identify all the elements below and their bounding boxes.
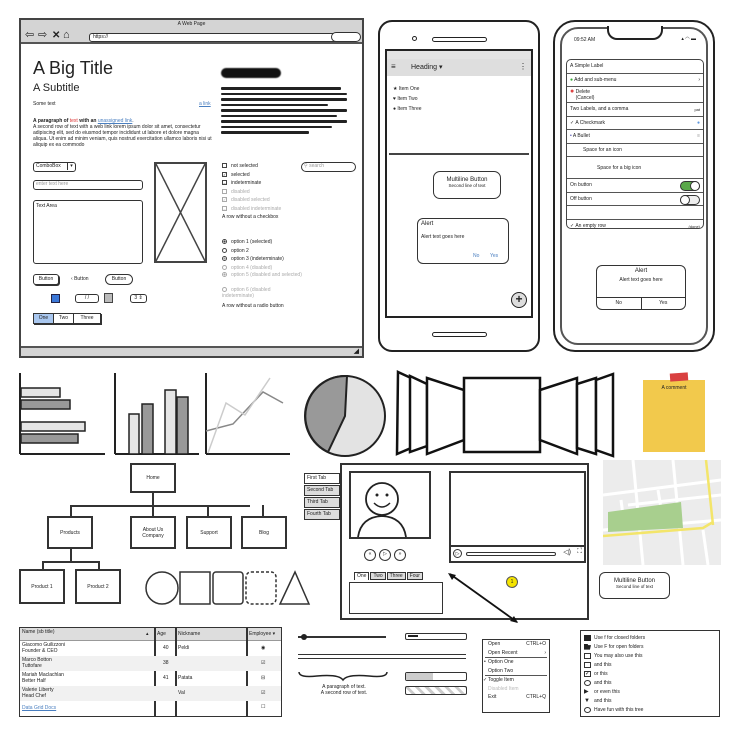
notch [607, 26, 663, 40]
tree-item[interactable] [584, 652, 719, 661]
tree-item[interactable] [584, 643, 719, 652]
cell-nickname: Patata [178, 675, 193, 681]
toggle-on[interactable] [680, 181, 700, 191]
checkbox-plain-row: A row without a checkbox [222, 214, 279, 220]
android-alert [417, 218, 509, 264]
table-row[interactable] [20, 686, 281, 701]
radio-option-1[interactable] [222, 238, 302, 247]
chevron-right-icon: › [698, 76, 700, 83]
para-body: A second row of text with a web link lorem ipsum dolor sit amet, consectetur adipiscing elit, sed do eiusmod tempor incididunt ut labore et dolore magna aliqua. Ut enim ad minim veniam, quis nostrud exercitation ullamco laboris nisi ut aliquip ex ea commodo [33, 124, 212, 148]
calendar-icon[interactable] [104, 293, 113, 303]
alert-text: Alert text goes here [619, 277, 663, 283]
alert-yes-button[interactable]: Yes [490, 253, 499, 259]
menu-item-option-two[interactable] [483, 667, 549, 676]
col-header-nickname[interactable]: Nickname [178, 631, 201, 637]
minus-box-icon [584, 662, 591, 668]
tape [670, 372, 689, 381]
url-field[interactable]: https:// [89, 33, 344, 42]
cell-age: 40 [163, 645, 169, 651]
menu-label: Open [488, 641, 501, 647]
employee-header-label: Employee [249, 631, 272, 637]
status-bar [387, 51, 531, 59]
home-bar [432, 332, 487, 337]
forward-icon[interactable]: ⇨ [38, 29, 48, 41]
checkbox-indeterminate[interactable]: – indeterminate [223, 180, 262, 186]
para-text: A paragraph of [33, 118, 70, 124]
tree-label: and this [594, 698, 612, 704]
segment-one[interactable]: One [34, 314, 54, 323]
menu-item-open-recent[interactable] [483, 649, 549, 658]
date-field[interactable]: / / [75, 294, 99, 303]
radio-label: option 1 (selected) [231, 239, 273, 245]
tree-item[interactable] [584, 697, 719, 706]
brace-caption-line: A paragraph of text. [322, 684, 366, 690]
row-checkmark[interactable]: ✓ A Checkmark ● [567, 117, 703, 131]
dashed-square-shape [246, 572, 276, 604]
add-icon: ● [570, 76, 574, 83]
tree-item[interactable] [584, 661, 719, 670]
vertical-bar-chart [115, 373, 199, 454]
para-red-text: text [69, 118, 78, 124]
multiline-button-title: Multiline Button [613, 578, 656, 584]
radio-option-4 [222, 264, 302, 273]
scribble-paragraph [221, 84, 347, 137]
multiline-button-2[interactable] [599, 572, 670, 599]
image-placeholder [154, 162, 207, 263]
triangle-down-icon: ▼ [584, 697, 590, 704]
delete-icon: ● [570, 88, 575, 95]
alert-yes-button[interactable]: Yes [659, 300, 668, 306]
rewind-icon[interactable]: « [364, 549, 376, 561]
para-end: . [132, 118, 134, 124]
checkbox-disabled [222, 188, 281, 197]
radio-label: option 4 (disabled) [231, 264, 273, 271]
menu-label: Option Two [488, 667, 514, 674]
mini-tab-one[interactable]: One [354, 572, 369, 580]
segmented-control [33, 313, 101, 324]
triangle-shape [280, 572, 309, 604]
segment-two[interactable]: Two [54, 314, 74, 323]
table-row[interactable] [20, 641, 281, 656]
android-phone [378, 20, 540, 352]
folder-closed-icon [584, 635, 591, 641]
checkbox-disabled-selected: ✓ disabled selected [223, 197, 270, 203]
scrollbar-thumb[interactable] [408, 635, 418, 637]
combobox-value: ComboBox [36, 163, 61, 169]
cell-name: Marco Botton [22, 657, 52, 663]
col-header-name[interactable]: Name (sb title) [22, 629, 55, 635]
progress-bar [405, 672, 467, 681]
cell-title: Better Half [22, 678, 46, 684]
button-2-label: Button [74, 276, 89, 282]
pie-chart [302, 372, 390, 460]
checkbox-indeterminate-icon[interactable]: ⊟ [261, 675, 266, 681]
checkbox-disabled-indeterminate: – disabled indeterminate [223, 205, 282, 212]
menu-shortcut: CTRL+O [526, 641, 546, 647]
splitter[interactable] [298, 654, 466, 659]
brace-caption [300, 684, 388, 696]
square-shape [180, 572, 210, 604]
color-picker[interactable] [51, 294, 60, 303]
row-detail: (done) [688, 223, 700, 229]
reorder-icon[interactable]: ≡ [697, 133, 700, 139]
radio-option-3[interactable] [222, 255, 302, 264]
checkbox-selected[interactable]: ✓ selected [223, 171, 250, 178]
arrow-connector [445, 570, 520, 625]
plus-box-icon [584, 653, 591, 659]
row-off-button[interactable] [567, 193, 703, 207]
fast-forward-icon[interactable]: » [394, 549, 406, 561]
info-icon[interactable]: ● [696, 119, 700, 126]
table-row[interactable] [20, 656, 281, 671]
tree-view [580, 630, 720, 717]
back-icon[interactable]: ⇦ [25, 29, 35, 41]
iphone-screen [560, 27, 708, 345]
row-add-submenu[interactable] [567, 74, 703, 88]
paragraph [33, 118, 215, 148]
fullscreen-icon[interactable]: ⛶ [577, 548, 582, 555]
link-right[interactable]: a link [199, 101, 211, 107]
row-label: Two Labels, and a comma [570, 106, 629, 112]
android-screen [385, 49, 533, 318]
resize-grip-icon[interactable]: ◢ [353, 348, 359, 355]
alert-title: Alert [634, 268, 648, 274]
tab-content [349, 582, 443, 614]
window-title: A Web Page [177, 21, 206, 27]
checkbox-label: indeterminate [231, 180, 262, 186]
menu-item-open[interactable] [483, 640, 549, 649]
stepper-value: 3 [134, 295, 138, 301]
list-item-label: Item Two [397, 96, 418, 102]
folder-open-icon [584, 644, 591, 650]
cell-nickname: Val [178, 690, 185, 696]
search-field[interactable] [301, 162, 356, 172]
circle-icon [584, 680, 591, 686]
heart-icon: ♥ [393, 96, 396, 102]
button-1[interactable]: Button [33, 274, 59, 285]
table-row[interactable] [20, 671, 281, 686]
slider-handle[interactable] [301, 634, 307, 640]
mini-tabs [354, 572, 423, 580]
play-icon[interactable]: ▷ [379, 549, 391, 561]
alert-no-button[interactable]: No [473, 253, 480, 259]
tree-label: Use F for open folders [594, 644, 644, 650]
radio-option-6 [222, 287, 302, 302]
checkbox-empty-icon[interactable]: ☐ [261, 704, 266, 710]
tree-label: or even this [594, 689, 620, 695]
radio-label: option 5 (disabled and selected) [231, 272, 302, 278]
checkbox-label: disabled indeterminate [231, 205, 282, 212]
cell-name: Mariah Maclachlan [22, 672, 64, 678]
horizontal-bar-chart [20, 373, 105, 454]
tree-label: and this [594, 680, 612, 686]
col-header-age[interactable]: Age [157, 631, 166, 637]
circle-shape [146, 572, 178, 604]
cell-name: Valerie Liberty [22, 687, 54, 693]
row-simple-label[interactable]: A Simple Label [567, 60, 703, 74]
row-label: On button [570, 182, 592, 188]
search-placeholder: search [309, 163, 325, 169]
tab-second[interactable]: Second Tab [304, 485, 340, 496]
chevron-down-icon: ▾ [67, 163, 75, 170]
app-bar [387, 59, 531, 76]
sitemap-product-2[interactable]: Product 2 [75, 569, 121, 604]
unassigned-link[interactable]: unassigned link [97, 118, 133, 124]
menu-item-toggle[interactable] [483, 676, 549, 685]
list-item[interactable] [393, 106, 422, 116]
row-empty[interactable]: ✓ An empty row (done) [567, 220, 703, 230]
signal-wifi-battery-icon: ▴ ◠ ▬ [681, 36, 696, 42]
tree-item[interactable] [584, 679, 719, 688]
radio-plain-row: A row without a radio button [222, 303, 284, 309]
multiline-button[interactable] [433, 171, 501, 199]
data-grid [19, 627, 282, 717]
cell-nickname: Peldi [178, 645, 190, 651]
tab-third[interactable]: Third Tab [304, 497, 340, 508]
row-on-button[interactable] [567, 179, 703, 193]
list-item[interactable] [393, 96, 422, 106]
row-label: Delete [575, 89, 591, 95]
radio-label: option 3 (indeterminate) [231, 256, 284, 262]
tree-label: Have fun with this tree [594, 707, 644, 713]
sitemap-blog[interactable]: Blog [241, 516, 287, 549]
row-delete[interactable] [567, 87, 703, 103]
text-area[interactable]: Text Area [33, 200, 143, 264]
list-item[interactable] [393, 86, 422, 96]
checkmark-icon: ✓ [483, 677, 488, 683]
text-input[interactable]: enter text here [33, 180, 143, 190]
menu-item-exit[interactable] [483, 693, 549, 702]
cell-name: Giacomo Guilizzoni [22, 642, 66, 648]
sticky-note [643, 380, 705, 452]
col-header-employee[interactable]: Employee ▾ [249, 631, 276, 637]
menu-item-option-one[interactable] [483, 658, 549, 667]
camera-icon [412, 36, 417, 41]
video-player [449, 471, 586, 563]
row-label: A Bullet [572, 133, 590, 139]
bullet-icon: • [484, 659, 486, 665]
sitemap-support[interactable]: Support [186, 516, 232, 549]
alert-text: Alert text goes here [421, 234, 465, 240]
radio-label: option 2 [231, 247, 249, 254]
bullet-icon: • [570, 133, 572, 139]
tree-label: Use f for closed folders [594, 635, 646, 641]
tab-first[interactable]: First Tab [304, 473, 340, 484]
triangle-right-icon: ▶ [584, 688, 589, 695]
checkbox-label: not selected [231, 163, 258, 169]
radio-selected-icon[interactable]: ◉ [261, 645, 266, 651]
indeterminate-progress-bar [405, 686, 467, 695]
number-stepper[interactable]: 3 ⇕ [130, 294, 147, 303]
volume-icon[interactable]: ◁) [563, 549, 571, 556]
multiline-button-subtitle: Second line of text [448, 183, 486, 188]
multiline-button-title: Multiline Button [446, 177, 488, 183]
alert-title: Alert [421, 221, 434, 227]
ios-alert [596, 265, 686, 310]
tree-item[interactable] [584, 670, 719, 679]
tab-fourth[interactable]: Fourth Tab [304, 509, 340, 520]
circle-icon: ● [393, 106, 397, 112]
sticky-note-text: A comment [661, 385, 687, 391]
cell-age: 41 [163, 675, 169, 681]
button-3[interactable]: Button [105, 274, 133, 285]
radio-label: option 6 (disabled indeterminate) [222, 287, 271, 299]
row-two-labels[interactable] [567, 103, 703, 117]
menu-shortcut: CTRL+Q [526, 694, 546, 700]
tree-item[interactable] [584, 634, 719, 643]
checkbox-checked-icon: ✓ [585, 670, 591, 677]
radio-option-5 [222, 272, 302, 287]
cell-title: Tuttofare [22, 663, 42, 669]
row-big-icon-space[interactable]: Space for a big icon [567, 157, 703, 179]
radio-group [222, 238, 302, 311]
tree-item[interactable] [584, 688, 719, 697]
tree-label: or this [594, 671, 608, 677]
page-title: A Big Title [33, 58, 114, 78]
shapes [143, 568, 313, 608]
heading-dropdown[interactable]: Heading ▾ [411, 64, 443, 71]
checkbox-group [222, 162, 281, 222]
browser-window [19, 18, 364, 358]
cell-age: 38 [163, 660, 169, 666]
button-2[interactable]: ‹ Button [71, 276, 89, 282]
sitemap-product-1[interactable]: Product 1 [19, 569, 65, 604]
row-label: Add and sub-menu [574, 76, 617, 83]
android-list [393, 86, 422, 116]
cell-title: Head Chef [22, 693, 46, 699]
row-icon-space[interactable]: Space for an icon [567, 144, 703, 158]
browser-search-button[interactable] [331, 32, 361, 42]
row-blank [567, 206, 703, 220]
media-controls [364, 549, 406, 561]
row-sublabel: (Cancel) [575, 95, 595, 101]
ios-table [566, 59, 704, 229]
tree-label: You may also use this [594, 653, 643, 659]
row-bullet[interactable] [567, 130, 703, 144]
row-detail: pat [694, 107, 700, 112]
checkbox-label: selected [231, 171, 250, 178]
avatar [349, 471, 431, 539]
vertical-tabs [304, 473, 340, 520]
checkbox-checked-icon[interactable]: ☑ [261, 690, 266, 696]
sort-asc-icon[interactable]: ▴ [146, 631, 149, 637]
curly-brace [297, 670, 390, 682]
some-text: Some text [33, 101, 56, 107]
menu-label: Disabled Item [488, 685, 519, 692]
menu-label: Option One [488, 659, 514, 665]
browser-statusbar [21, 346, 362, 356]
para-text-2: with an [77, 118, 98, 124]
menu-label: Toggle Item [488, 677, 514, 683]
row-label: Off button [570, 195, 592, 202]
scribble-heading [221, 68, 281, 78]
tree-label: and this [594, 662, 612, 668]
slider[interactable] [298, 636, 386, 638]
sitemap-products[interactable]: Products [47, 516, 93, 549]
iphone [553, 20, 715, 352]
row-label: A Checkmark [575, 119, 606, 126]
sitemap-about[interactable]: About Us Company [130, 516, 176, 549]
checkbox-label: disabled [231, 188, 250, 195]
video-progress[interactable] [466, 552, 556, 556]
star-icon: ★ [393, 86, 398, 92]
speaker-grille [432, 37, 487, 42]
checkbox-not-selected[interactable] [222, 162, 281, 171]
divider [389, 153, 529, 155]
multiline-button-subtitle: Second line of text [615, 584, 654, 589]
map [603, 460, 721, 565]
combobox[interactable] [33, 162, 76, 172]
overflow-menu-icon[interactable]: ⋮ [519, 62, 527, 71]
menu-label: Exit [488, 694, 497, 700]
toggle-off[interactable] [680, 195, 700, 205]
status-time: 09:52 AM [574, 37, 596, 43]
browser-titlebar [21, 20, 362, 44]
hamburger-menu-icon[interactable]: ≡ [391, 62, 396, 71]
fab-add-button[interactable]: + [511, 292, 527, 308]
radio-option-2[interactable] [222, 247, 302, 256]
home-icon[interactable]: ⌂ [63, 29, 70, 41]
horizontal-scrollbar[interactable] [405, 633, 467, 640]
line-chart [206, 373, 290, 454]
mini-tab-four[interactable]: Four [407, 572, 423, 580]
charts-row [15, 368, 305, 458]
segment-three[interactable]: Three [80, 315, 94, 321]
chevron-right-icon: › [544, 649, 546, 656]
cover-flow [394, 368, 624, 460]
context-menu [482, 639, 550, 713]
checkbox-label: disabled selected [231, 197, 270, 203]
mini-tab-three[interactable]: Three [387, 572, 406, 580]
search-icon: ⚲ [304, 163, 308, 169]
cell-title: Founder & CEO [22, 648, 58, 654]
tree-item[interactable] [584, 706, 719, 715]
page-subtitle: A Subtitle [33, 82, 80, 94]
circle-icon [584, 707, 591, 713]
list-item-label: Item Three [397, 106, 422, 112]
checkbox-checked-icon[interactable]: ☑ [261, 660, 266, 666]
menu-item-disabled [483, 685, 549, 694]
rounded-square-shape [213, 572, 243, 604]
badge-marker: 1 [506, 576, 518, 588]
close-icon[interactable]: ✕ [52, 30, 61, 41]
alert-no-button[interactable]: No [597, 298, 642, 309]
menu-label: Open Recent [488, 649, 518, 656]
video-controls [451, 545, 584, 561]
data-grid-docs-link[interactable]: Data Grid Docs [22, 705, 57, 711]
list-item-label: Item One [398, 86, 420, 92]
video-play-icon[interactable]: ▷ [453, 549, 462, 558]
row-label: An empty row [575, 222, 606, 229]
sitemap-home[interactable]: Home [130, 463, 176, 493]
mini-tab-two[interactable]: Two [370, 572, 385, 580]
brace-caption-line: A second row of text. [320, 690, 368, 696]
heading-label: Heading [411, 64, 438, 71]
